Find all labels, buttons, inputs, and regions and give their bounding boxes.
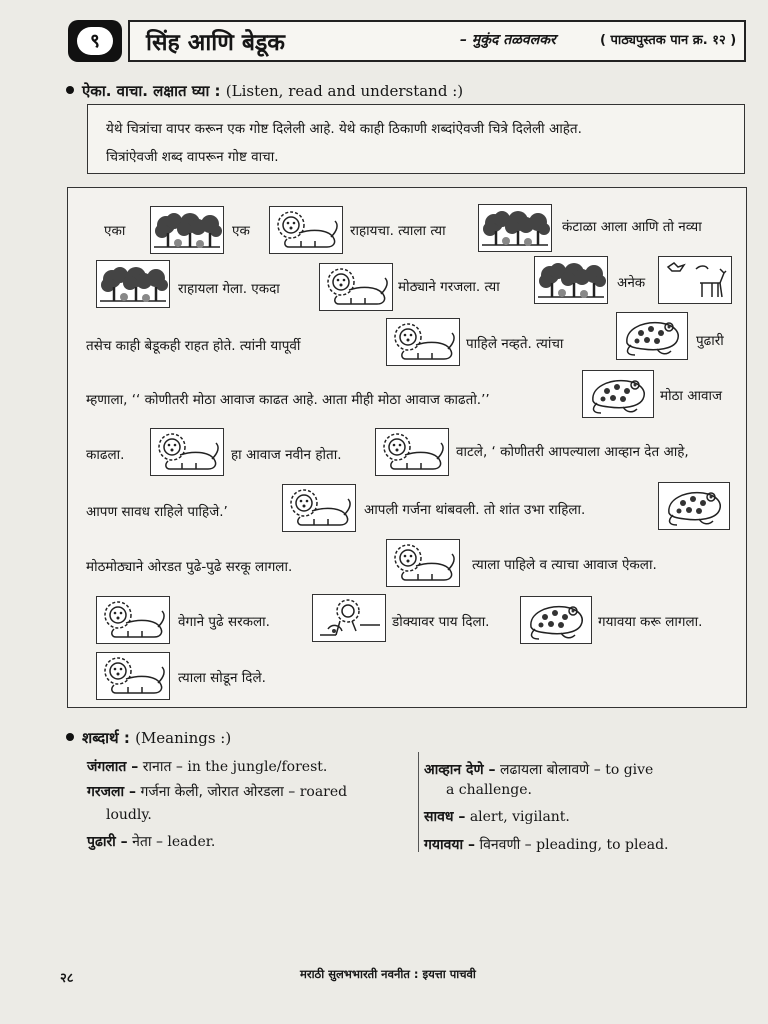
lesson-title: सिंह आणि बेडूक (146, 30, 285, 56)
word: गरजला – (87, 784, 136, 800)
story-text: पाहिले नव्हते. त्यांचा (466, 336, 564, 352)
page-number: २८ (60, 971, 74, 986)
story-text: त्याला सोडून दिले. (178, 670, 266, 686)
english-meaning: in the jungle/forest. (187, 759, 328, 775)
story-text: राहायचा. त्याला त्या (350, 223, 446, 239)
forest-picture (96, 260, 170, 308)
column-divider (418, 752, 419, 852)
word: सावध – (424, 809, 466, 825)
lion-picture (269, 206, 343, 254)
story-text: राहायला गेला. एकदा (178, 281, 280, 297)
frog-picture (582, 370, 654, 418)
meaning-jangalat (87, 757, 327, 776)
story-text: हा आवाज नवीन होता. (231, 447, 342, 463)
english-meaning: to give (605, 762, 654, 778)
lion-picture (282, 484, 356, 532)
lesson-number: ९ (77, 27, 113, 55)
story-text: पुढारी (696, 333, 724, 349)
lion-picture (150, 428, 224, 476)
english-meaning: roared (299, 784, 348, 800)
instruction-line-2: चित्रांऐवजी शब्द वापरून गोष्ट वाचा. (106, 149, 279, 165)
marathi-meaning: गर्जना केली, जोरात ओरडला – (140, 784, 296, 800)
story-text: वाटले, ‘ कोणीतरी आपल्याला आव्हान देत आहे, (456, 444, 689, 460)
meaning-pudhari (87, 832, 215, 851)
heading-english: (Listen, read and understand :) (225, 82, 464, 100)
english-meaning: leader. (167, 834, 216, 850)
story-text: गयावया करू लागला. (598, 614, 703, 630)
english-meaning: alert, vigilant. (469, 809, 570, 825)
word: पुढारी – (87, 834, 128, 850)
meaning-garajla-cont: loudly. (106, 807, 152, 823)
meaning-gayavaya (424, 835, 669, 854)
lion-picture (386, 539, 460, 587)
story-text: तसेच काही बेडूकही राहत होते. त्यांनी यापूर्वी (86, 338, 301, 354)
picture-story-box (67, 187, 747, 708)
section-heading-meanings (66, 728, 231, 748)
title-box (128, 20, 746, 62)
animals-picture (658, 256, 732, 304)
frog-picture (520, 596, 592, 644)
story-text: अनेक (617, 275, 646, 291)
section-heading-listen (66, 81, 463, 101)
story-text: वेगाने पुढे सरकला. (178, 614, 270, 630)
frog-picture (616, 312, 688, 360)
instructions-box (87, 104, 745, 174)
story-text: मोठमोठ्याने ओरडत पुढे-पुढे सरकू लागला. (86, 559, 293, 575)
meaning-avhan-cont: a challenge. (446, 782, 532, 798)
story-text: एक (232, 223, 250, 239)
story-text: आपण सावध राहिले पाहिजे.’ (86, 504, 228, 520)
english-meaning: pleading, to plead. (536, 837, 669, 853)
heading-marathi: ऐका. वाचा. लक्षात घ्या : (82, 82, 221, 100)
page-reference: ( पाठ्यपुस्तक पान क्र. १२ ) (600, 33, 737, 48)
bullet (66, 733, 74, 741)
story-text: काढला. (86, 447, 125, 463)
book-title: मराठी सुलभभारती नवनीत : इयत्ता पाचवी (300, 967, 476, 981)
marathi-meaning: रानात – (142, 759, 183, 775)
story-text: एका (104, 223, 126, 239)
story-text: आपली गर्जना थांबवली. तो शांत उभा राहिला. (364, 502, 586, 518)
meaning-garajla (87, 782, 347, 801)
lion-on-frog-picture (312, 594, 386, 642)
lion-picture (319, 263, 393, 311)
forest-picture (478, 204, 552, 252)
lion-picture (96, 652, 170, 700)
author: – मुकुंद तळवलकर (460, 32, 556, 48)
word: जंगलात – (87, 759, 139, 775)
word: आव्हान देणे – (424, 762, 496, 778)
story-text: कंटाळा आला आणि तो नव्या (562, 219, 702, 235)
forest-picture (534, 256, 608, 304)
lion-picture (386, 318, 460, 366)
story-text: मोठ्याने गरजला. त्या (398, 279, 500, 295)
bullet (66, 86, 74, 94)
heading-marathi: शब्दार्थ : (82, 729, 130, 747)
frog-picture (658, 482, 730, 530)
lesson-header (68, 20, 744, 64)
story-text: त्याला पाहिले व त्याचा आवाज ऐकला. (472, 557, 657, 573)
marathi-meaning: नेता – (132, 834, 163, 850)
marathi-meaning: विनवणी – (479, 837, 532, 853)
story-text: म्हणाला, ‘‘ कोणीतरी मोठा आवाज काढत आहे. आता मीही मोठा आवाज काढतो.’’ (86, 392, 490, 408)
meaning-savadh (424, 807, 570, 826)
story-text: डोक्यावर पाय दिला. (392, 614, 490, 630)
marathi-meaning: लढायला बोलावणे – (499, 762, 601, 778)
lion-picture (96, 596, 170, 644)
lesson-number-badge (68, 20, 122, 62)
story-text: मोठा आवाज (660, 388, 723, 404)
heading-english: (Meanings :) (135, 729, 232, 747)
instruction-line-1: येथे चित्रांचा वापर करून एक गोष्ट दिलेली आहे. येथे काही ठिकाणी शब्दांऐवजी चित्रे दिलेली आहेत. (106, 121, 582, 137)
meaning-avhan-dene (424, 760, 653, 779)
lion-picture (375, 428, 449, 476)
word: गयावया – (424, 837, 476, 853)
forest-picture (150, 206, 224, 254)
